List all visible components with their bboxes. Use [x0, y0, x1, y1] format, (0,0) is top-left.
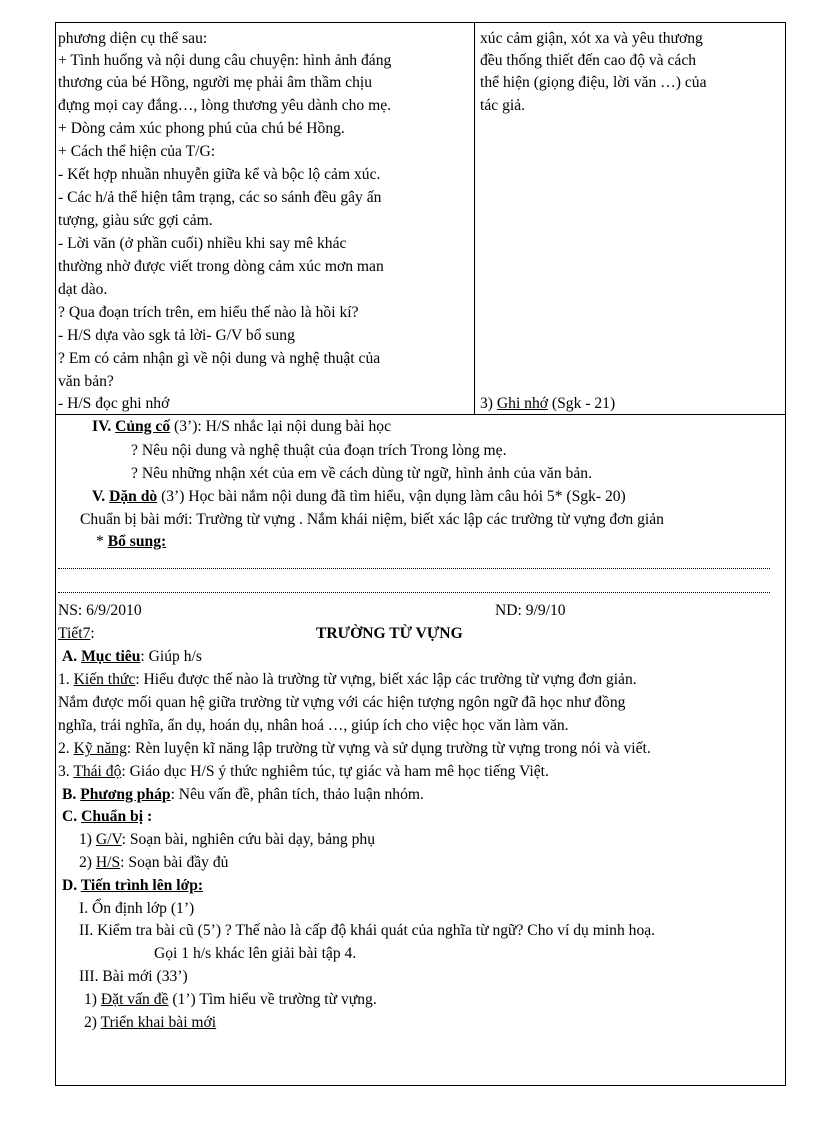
- muc-tieu-number: A.: [62, 648, 82, 665]
- cung-co-number: IV.: [92, 418, 116, 435]
- table-left-line: thường nhờ được viết trong dòng cảm xúc mơn man: [58, 258, 384, 275]
- chuan-bi-hs: [79, 852, 228, 874]
- s2-number: 2): [84, 1014, 101, 1031]
- dotted-line: [58, 592, 770, 593]
- dan-do-number: V.: [92, 488, 110, 505]
- table-left-line: - H/S đọc ghi nhớ: [58, 395, 170, 412]
- table-left-line: - Lời văn (ở phần cuối) nhiều khi say mê khác: [58, 235, 347, 252]
- tiet-colon: :: [90, 625, 95, 642]
- bo-sung-star: *: [96, 533, 108, 550]
- s1-label: Đặt vấn đề: [100, 991, 169, 1008]
- tiet-label: Tiết7: [58, 625, 91, 642]
- kien-thuc-label: Kiến thức: [73, 671, 136, 688]
- prepare-new-lesson: Chuẩn bị bài mới: Trường từ vựng . Nắm khái niệm, biết xác lập các trường từ vựng đơn giản: [80, 511, 664, 528]
- s1-text: (1’) Tìm hiểu về trường từ vựng.: [168, 991, 377, 1008]
- table-right-line: xúc cảm giận, xót xa và yêu thương: [480, 30, 703, 47]
- muc-tieu-label: Mục tiêu: [81, 648, 141, 665]
- kien-thuc-number: 1.: [58, 671, 74, 688]
- thai-do-number: 3.: [58, 763, 74, 780]
- ngay-soan: NS: 6/9/2010: [58, 602, 142, 619]
- chuan-bi-number: C.: [62, 808, 82, 825]
- kien-thuc-text: : Hiểu được thế nào là trường từ vựng, biết xác lập các trường từ vựng đơn giản.: [135, 671, 637, 688]
- tien-trinh-number: D.: [62, 877, 81, 894]
- table-left-line: + Dòng cảm xúc phong phú của chú bé Hồng.: [58, 120, 345, 137]
- hs-label: H/S: [95, 854, 121, 871]
- table-right-line: đều thống thiết đến cao độ và cách: [480, 52, 697, 69]
- cung-co-question-2: ? Nêu những nhận xét của em về cách dùng từ ngữ, hình ảnh của văn bản.: [131, 465, 592, 482]
- phuong-phap-line: [62, 784, 424, 806]
- muc-tieu-heading: [62, 646, 202, 668]
- muc-tieu-text: : Giúp h/s: [140, 648, 202, 665]
- hs-text: : Soạn bài đầy đủ: [120, 854, 229, 871]
- bo-sung-heading: [96, 531, 166, 553]
- dotted-line: [58, 568, 770, 569]
- thai-do-text: : Giáo dục H/S ý thức nghiêm túc, tự giác và ham mê học tiếng Việt.: [121, 763, 549, 780]
- table-left-line: tượng, giàu sức gợi cảm.: [58, 212, 213, 229]
- s1-number: 1): [84, 991, 101, 1008]
- kien-thuc-line-3: nghĩa, trái nghĩa, ẩn dụ, hoán dụ, nhân hoá …, giúp ích cho việc học văn làm văn.: [58, 717, 569, 734]
- dan-do-label: Dặn dò: [109, 488, 158, 505]
- table-left-line: ? Qua đoạn trích trên, em hiểu thế nào là hồi kí?: [58, 304, 359, 321]
- trien-khai: [84, 1012, 216, 1034]
- table-left-line: ? Em có cảm nhận gì về nội dung và nghệ thuật của: [58, 350, 381, 367]
- ky-nang-label: Kỹ năng: [73, 740, 127, 757]
- table-left-line: + Tình huống và nội dung câu chuyện: hình ảnh đáng: [58, 52, 392, 69]
- ky-nang-text: : Rèn luyện kĩ năng lập trường từ vựng và sử dụng trường từ vựng trong nói và viết.: [126, 740, 651, 757]
- ghi-nho-label: Ghi nhớ: [496, 395, 549, 412]
- table-left-line: + Cách thể hiện của T/G:: [58, 143, 216, 160]
- tien-trinh-heading: [62, 875, 203, 897]
- gv-label: G/V: [95, 831, 122, 848]
- table-right-line: tác giả.: [480, 97, 526, 114]
- dan-do-text: (3’) Học bài nắm nội dung đã tìm hiểu, vận dụng làm câu hỏi 5* (Sgk- 20): [157, 488, 626, 505]
- s2-label: Triển khai bài mới: [100, 1014, 217, 1031]
- bo-sung-label: Bổ sung:: [107, 533, 167, 550]
- table-left-line: văn bản?: [58, 373, 114, 390]
- thai-do-label: Thái độ: [73, 763, 122, 780]
- kien-thuc-line-2: Nắm được mối quan hệ giữa trường từ vựng với các hiện tượng ngôn ngữ đã học như đồng: [58, 694, 626, 711]
- chuan-bi-label: Chuẩn bị: [81, 808, 144, 825]
- ngay-day: ND: 9/9/10: [495, 602, 566, 619]
- ghi-nho-line: [480, 393, 615, 415]
- table-left-line: - H/S dựa vào sgk tả lời- G/V bổ sung: [58, 327, 295, 344]
- bai-moi: III. Bài mới (33’): [79, 968, 188, 985]
- lesson-title: TRƯỜNG TỪ VỰNG: [316, 625, 463, 642]
- chuan-bi-gv: [79, 829, 375, 851]
- phuong-phap-number: B.: [62, 786, 81, 803]
- gv-text: : Soạn bài, nghiên cứu bài dạy, bảng phụ: [121, 831, 376, 848]
- cung-co-question-1: ? Nêu nội dung và nghệ thuật của đoạn trích Trong lòng mẹ.: [131, 442, 507, 459]
- ghi-nho-reference: (Sgk - 21): [548, 395, 616, 412]
- gv-number: 1): [79, 831, 96, 848]
- kien-thuc-line: [58, 669, 637, 691]
- hs-number: 2): [79, 854, 96, 871]
- table-left-line: - Các h/ả thể hiện tâm trạng, các so sánh đều gây ấn: [58, 189, 382, 206]
- phuong-phap-text: : Nêu vấn đề, phân tích, thảo luận nhóm.: [170, 786, 424, 803]
- phuong-phap-label: Phương pháp: [80, 786, 171, 803]
- tiet-number: [58, 623, 95, 645]
- kiem-tra-bai-cu-cont: Gọi 1 h/s khác lên giải bài tập 4.: [154, 945, 357, 962]
- on-dinh-lop: I. Ổn định lớp (1’): [79, 900, 195, 917]
- chuan-bi-colon: :: [143, 808, 153, 825]
- table-column-divider: [474, 22, 475, 415]
- dan-do-heading: [92, 486, 626, 508]
- ky-nang-number: 2.: [58, 740, 74, 757]
- table-left-line: phương diện cụ thể sau:: [58, 30, 208, 47]
- kiem-tra-bai-cu: II. Kiểm tra bài cũ (5’) ? Thế nào là cấp độ khái quát của nghĩa từ ngữ? Cho ví dụ minh hoạ.: [79, 922, 656, 939]
- chuan-bi-heading: [62, 806, 152, 828]
- table-left-line: đựng mọi cay đắng…, lòng thương yêu dành cho mẹ.: [58, 97, 392, 114]
- table-left-line: dạt dào.: [58, 281, 108, 298]
- table-left-line: thương của bé Hồng, người mẹ phải âm thầm chịu: [58, 74, 373, 91]
- ghi-nho-number: 3): [480, 395, 497, 412]
- table-left-line: - Kết hợp nhuần nhuyễn giữa kể và bộc lộ cảm xúc.: [58, 166, 381, 183]
- tien-trinh-label: Tiến trình lên lớp:: [80, 877, 204, 894]
- cung-co-text: (3’): H/S nhắc lại nội dung bài học: [170, 418, 392, 435]
- cung-co-heading: [92, 416, 391, 438]
- ky-nang-line: [58, 738, 651, 760]
- thai-do-line: [58, 761, 549, 783]
- dat-van-de: [84, 989, 377, 1011]
- cung-co-label: Củng cố: [115, 418, 171, 435]
- table-right-line: thể hiện (giọng điệu, lời văn …) của: [480, 74, 707, 91]
